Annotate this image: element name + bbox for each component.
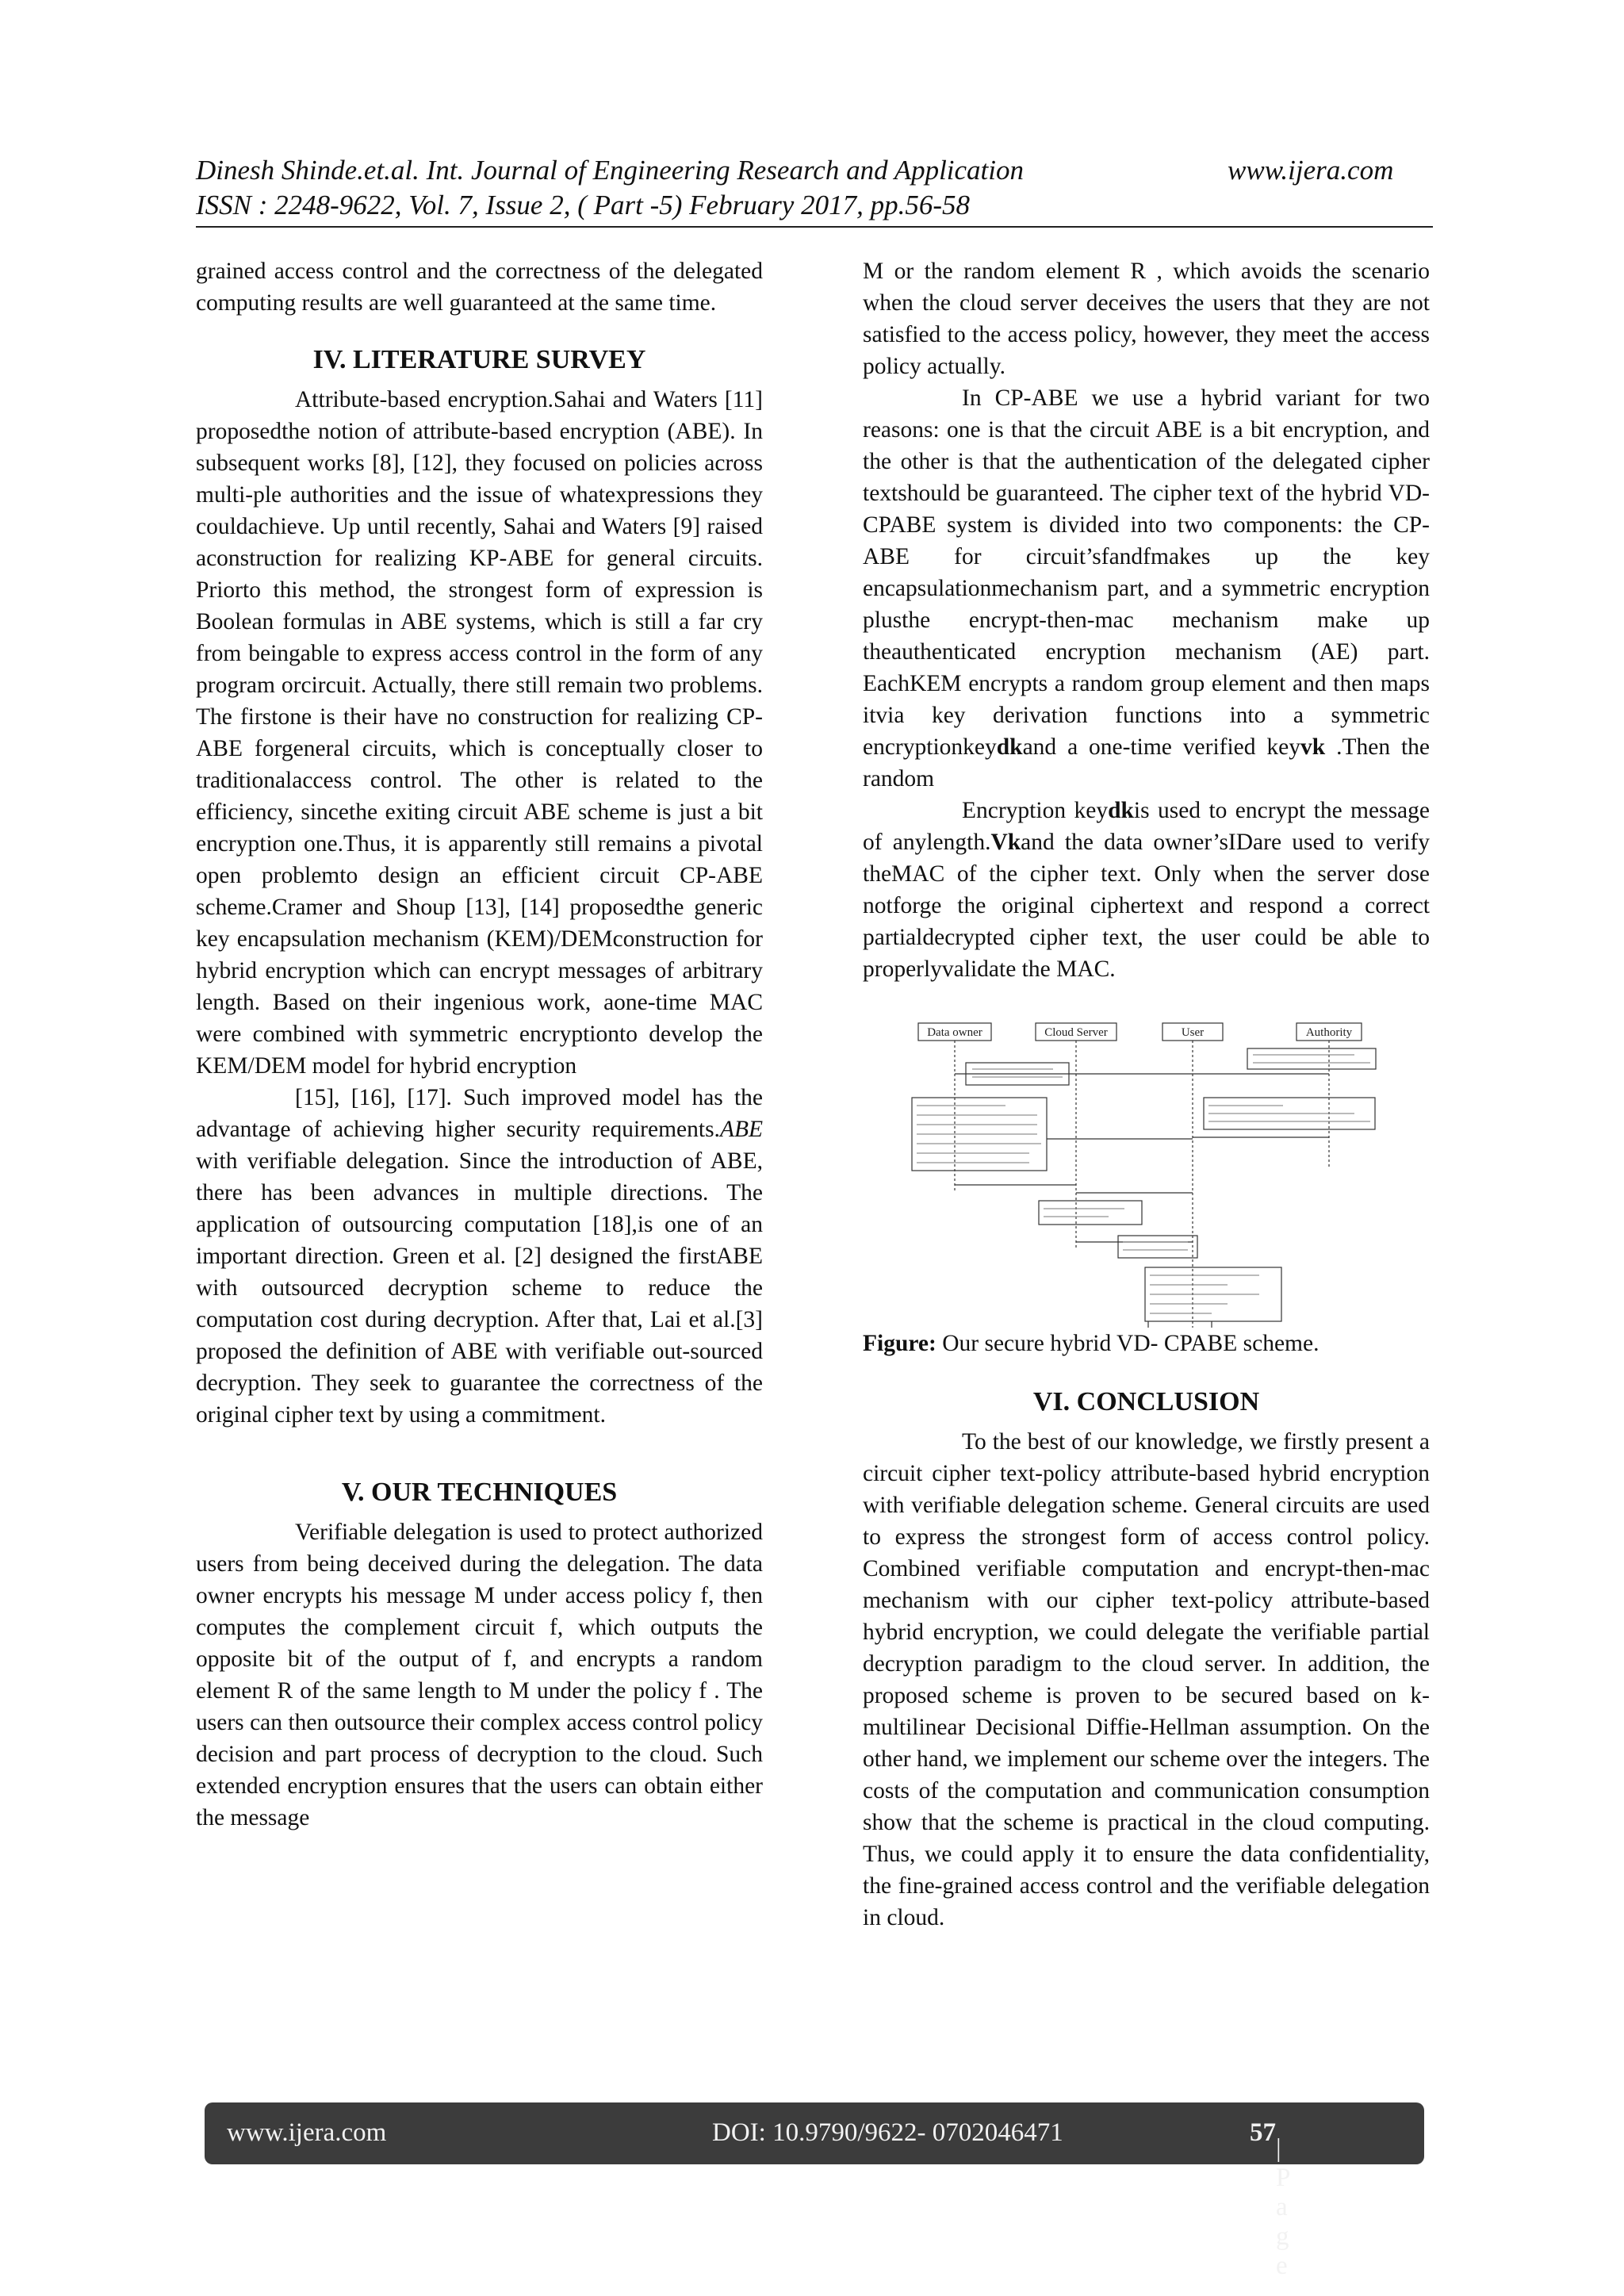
page-footer [205, 2102, 1424, 2280]
literature-paragraph-2: [15], [16], [17]. Such improved model has the advantage of achieving higher security requirements.ABE with verifiable delegation. Since the introduction of ABE, there has been advances in multiple directions. The application of outsourcing computation [18],is one of an important direction. Green et al. [2] designed the firstABE with outsourced decryption scheme to reduce the computation cost during decryption. After that, Lai et al.[3] proposed the definition of ABE with verifiable out-sourced decryption. They seek to guarantee the correctness of the original cipher text by using a commitment. [196, 1085, 763, 1428]
running-header-issue: ISSN : 2248-9622, Vol. 7, Issue 2, ( Part -5) February 2017, pp.56-58 [196, 190, 971, 220]
running-header-url: www.ijera.com [1228, 155, 1394, 186]
footer-website: www.ijera.com [227, 2118, 387, 2147]
sequence-diagram [910, 1018, 1386, 1328]
section-heading-literature-survey: IV. LITERATURE SURVEY [312, 345, 646, 374]
actor-label-authority: Authority [1305, 1026, 1353, 1039]
conclusion-paragraph: To the best of our knowledge, we firstly present a circuit cipher text-policy attribute-based hybrid encryption with verifiable delegation scheme. General circuits are used to express the strongest form of access control policy. Combined verifiable computation and encrypt-then-mac mechanism with our cipher text-policy attribute-based hybrid encryption, we could delegate the verifiable partial decryption paradigm to the cloud server. In addition, the proposed scheme is proven to be secured based on k-multilinear Decisional Diffie-Hellman assumption. On the other hand, we implement our scheme over the integers. The costs of the computation and communication consumption show that the scheme is practical in the cloud computing. Thus, we could apply it to ensure the data confidentiality, the fine-grained access control and the verifiable delegation in cloud. [863, 1429, 1430, 1930]
abe-italic: ABE [719, 1117, 763, 1142]
section-heading-conclusion: VI. CONCLUSION [1032, 1387, 1260, 1416]
techniques-paragraph: Verifiable delegation is used to protect authorized users from being deceived during the delegation. The data owner encrypts his message M under access policy f, then computes the complement circuit f, which outputs the opposite bit of the output of f, and encrypts a random element R of the same length to M under the policy f . The users can then outsource their complex access control policy decision and part process of decryption to the cloud. Such extended encryption ensures that the users can obtain either the message [196, 1520, 763, 1830]
footer-page-number: 57 | P a g e [1250, 2118, 1290, 2280]
encryption-key-paragraph: Encryption keydkis used to encrypt the message of anylength.Vkand the data owner’sIDare used to verify theMAC of the cipher text. Only when the server dose notforge the original ciphertext and respond a correct partialdecrypted cipher text, the user could be able to properlyvalidate the MAC. [863, 798, 1431, 982]
right-column [863, 255, 1430, 1934]
left-column [196, 255, 763, 1834]
literature-paragraph-1: Attribute-based encryption.Sahai and Waters [11] proposedthe notion of attribute-based encryption (ABE). In subsequent works [8], [12], they focused on policies across multi-ple authorities and the issue of whatexpressions they couldachieve. Up until recently, Sahai and Waters [9] raised aconstruction for realizing KP-ABE for general circuits. Priorto this method, the strongest form of expression is Boolean formulas in ABE systems, which is still a far cry from beingable to express access control in the form of any program orcircuit. Actually, there still remain two problems. The firstone is their have no construction for realizing CP-ABE forgeneral circuits, which is conceptually closer to traditionalaccess control. The other is related to the efficiency, sincethe exiting circuit ABE scheme is just a bit encryption one.Thus, it is apparently still remains a pivotal open problemto design an efficient circuit CP-ABE scheme.Cramer and Shoup [13], [14] proposedthe generic key encapsulation mechanism (KEM)/DEMconstruction for hybrid encryption which can encrypt messages of arbitrary length. Based on their ingenious work, aone-time MAC were combined with symmetric encryptionto develop the KEM/DEM model for hybrid encryption [196, 387, 763, 1079]
header-rule [196, 226, 1433, 228]
running-header-journal: Dinesh Shinde.et.al. Int. Journal of Engineering Research and Application [196, 155, 1025, 186]
actor-label-user: User [1181, 1026, 1205, 1039]
footer-doi: DOI: 10.9790/9622- 0702046471 [712, 2118, 1063, 2147]
section-heading-our-techniques: V. OUR TECHNIQUES [341, 1478, 618, 1507]
continuation-paragraph: M or the random element R , which avoids the scenario when the cloud server deceives the users that they are not satisfied to the access policy, however, they meet the access policy actually. [863, 259, 1430, 379]
actor-label-data-owner: Data owner [927, 1026, 982, 1039]
hybrid-variant-paragraph: In CP-ABE we use a hybrid variant for two reasons: one is that the circuit ABE is a bit encryption, and the other is that the authentication of the delegated cipher textshould be guaranteed. The cipher text of the hybrid VD-CPABE system is divided into two components: the CP- ABE for circuit’sfandfmakes up the key encapsulationmechanism part, and a symmetric encryption plusthe encrypt-then-mac mechanism make up theauthenticated encryption mechanism (AE) part. EachKEM encrypts a random group element and then maps itvia key derivation functions into a symmetric encryptionkeydkand a one-time verified keyvk .Then the random [863, 385, 1431, 792]
intro-paragraph: grained access control and the correctness of the delegated computing results are well guaranteed at the same time. [196, 259, 763, 316]
actor-label-cloud-server: Cloud Server [1044, 1026, 1108, 1039]
scheme-figure [910, 1018, 1386, 1328]
figure-caption: Figure: Our secure hybrid VD- CPABE scheme. [863, 1331, 1320, 1356]
